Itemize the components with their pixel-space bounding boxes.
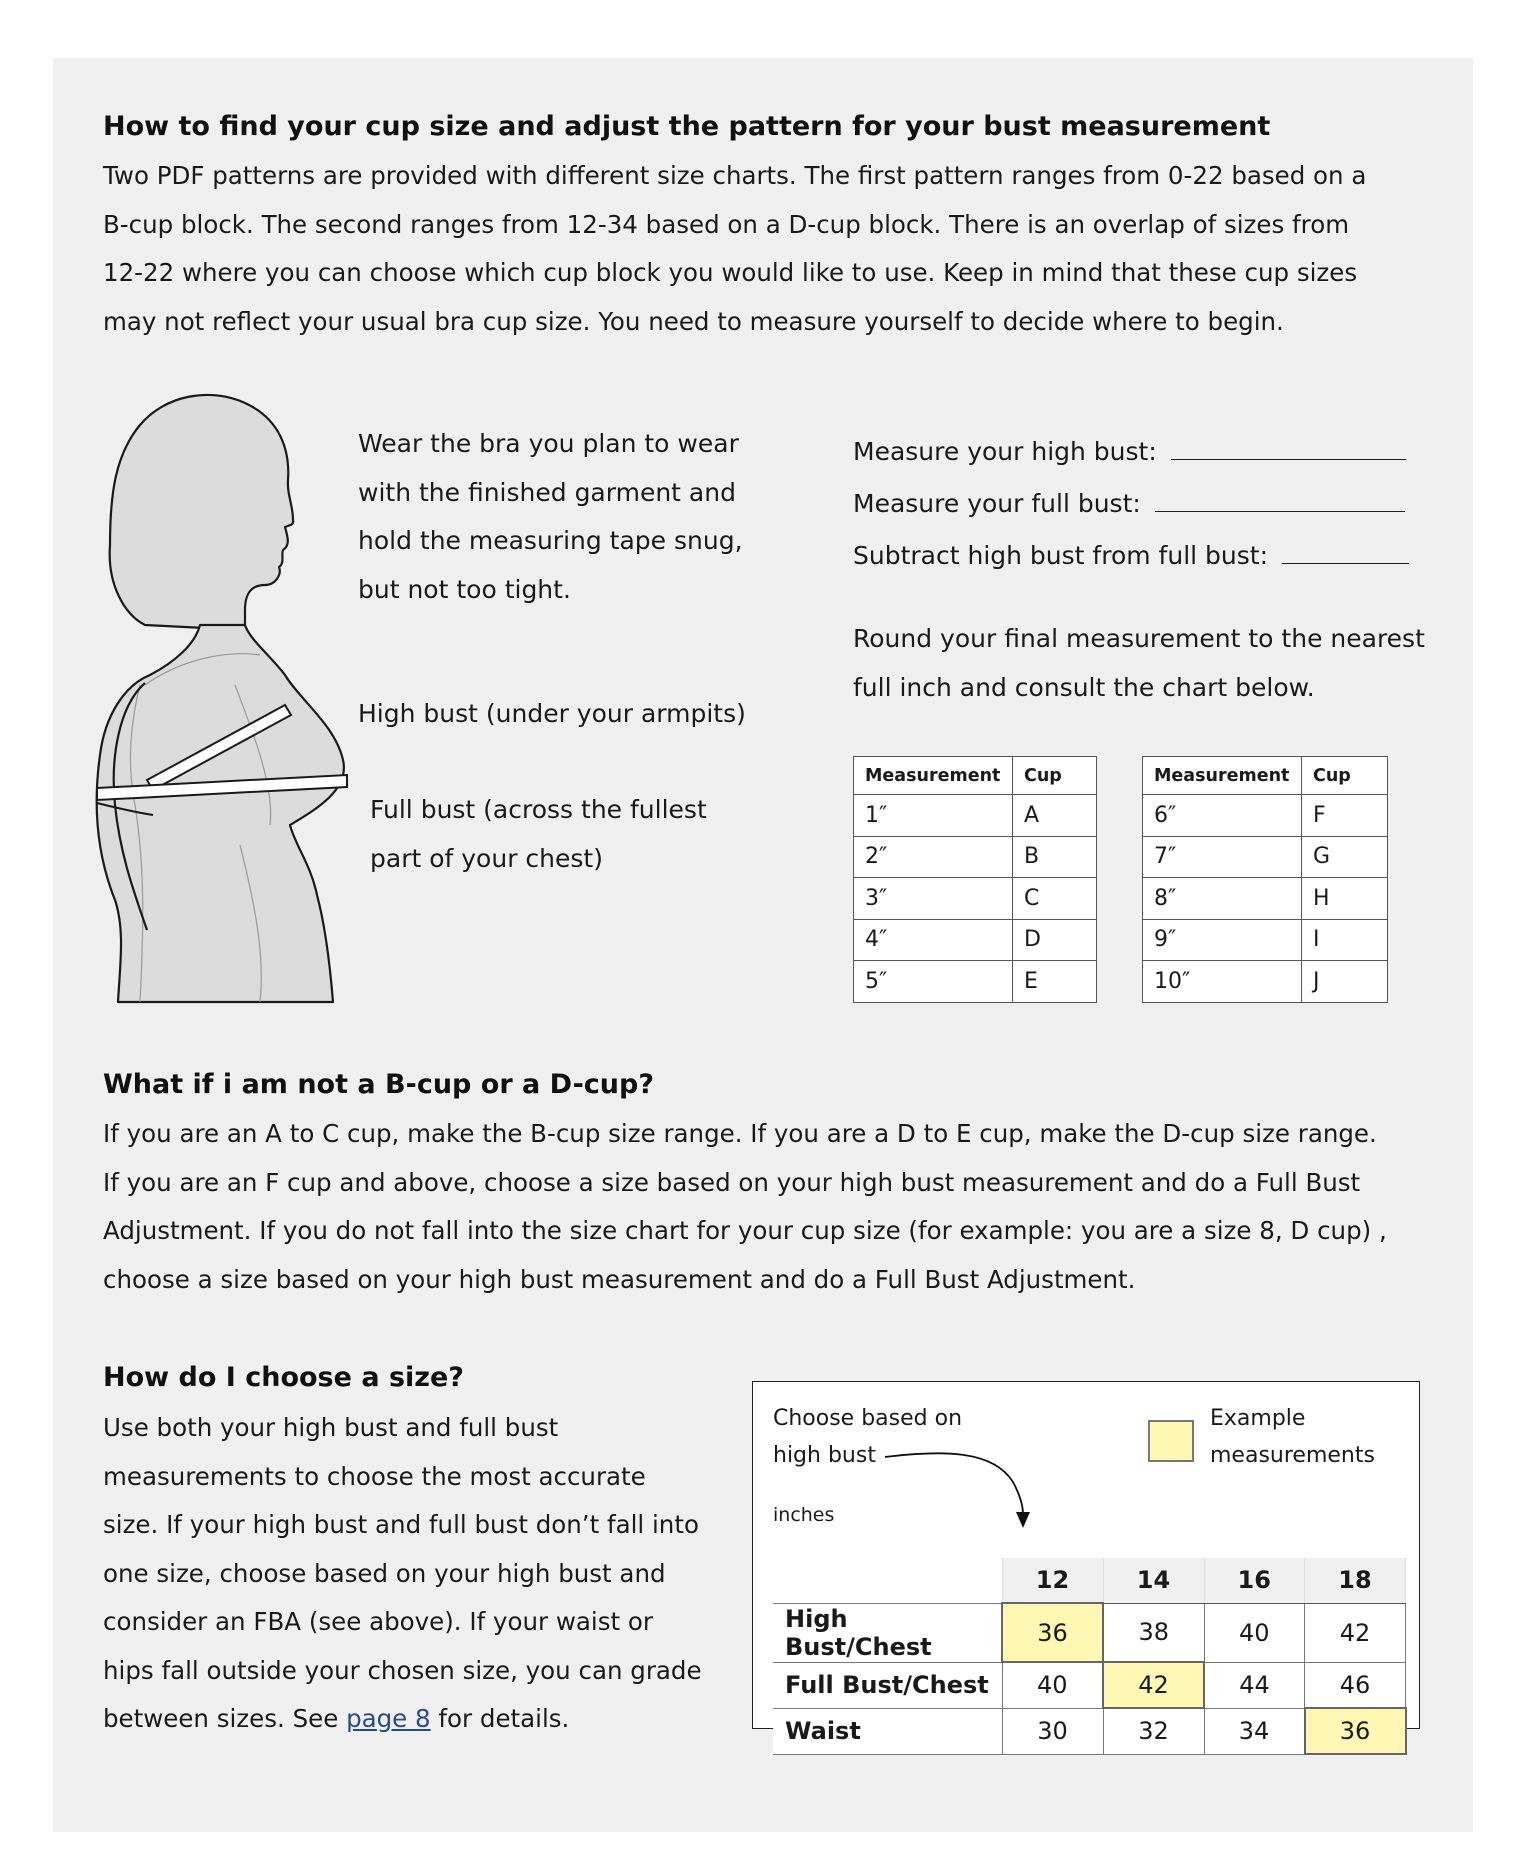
instruction-line: hold the measuring tape snug, (358, 526, 743, 555)
full-bust-prompt: Measure your full bust: (853, 489, 1141, 518)
high-bust-prompt: Measure your high bust: (853, 437, 1157, 466)
corner-cell (773, 1558, 1002, 1603)
size-header: 12 (1002, 1558, 1103, 1603)
table-row (773, 1603, 1406, 1662)
instruction-line: but not too tight. (358, 574, 571, 604)
choose-line: measurements to choose the most accurate (103, 1461, 646, 1491)
cup-table-right (1142, 756, 1388, 1003)
cup-header: Cup (1302, 757, 1388, 795)
measurement-cell: 1″ (854, 795, 1013, 837)
size-header: 14 (1103, 1558, 1204, 1603)
table-row (854, 836, 1097, 878)
table-row (1143, 836, 1388, 878)
round-line: Round your final measurement to the nearest (853, 624, 1425, 653)
details-prefix: between sizes. See (103, 1704, 347, 1733)
choose-line: size. If your high bust and full bust don’t fall into (103, 1510, 699, 1539)
advice-line: If you are an F cup and above, choose a size based on your high bust measurement and do a Full Bust (103, 1167, 1361, 1197)
size-chart-box (752, 1381, 1420, 1746)
measurement-cell: 2″ (854, 836, 1013, 878)
section-heading-not-b-or-d: What if i am not a B-cup or a D-cup? (103, 1069, 654, 1100)
cup-cell: J (1302, 961, 1388, 1003)
intro-line: Two PDF patterns are provided with different size charts. The first pattern ranges from 0-22 based on a (103, 161, 1367, 190)
full-bust-label (370, 786, 707, 883)
choose-line: consider an FBA (see above). If your waist or (103, 1607, 653, 1636)
choose-line: hips fall outside your chosen size, you can grade (103, 1655, 702, 1685)
intro-line: may not reflect your usual bra cup size. You need to measure yourself to decide where to begin. (103, 306, 1284, 336)
table-row (1143, 878, 1388, 920)
value-cell: 40 (1002, 1662, 1103, 1708)
table-row (1143, 919, 1388, 961)
value-cell: 38 (1103, 1603, 1204, 1662)
cup-cell: I (1302, 919, 1388, 961)
value-cell: 36 (1002, 1603, 1103, 1662)
measurement-header: Measurement (1143, 757, 1302, 795)
full-bust-row (853, 478, 1409, 530)
advice-line: choose a size based on your high bust measurement and do a Full Bust Adjustment. (103, 1264, 1136, 1294)
instruction-line: Wear the bra you plan to wear (358, 429, 739, 458)
high-bust-blank (1171, 459, 1406, 460)
high-bust-label: High bust (under your armpits) (358, 699, 746, 728)
choose-size-paragraph (103, 1404, 743, 1744)
legend-line: Example (1210, 1406, 1306, 1431)
table-row (773, 1708, 1406, 1754)
subtract-blank (1282, 563, 1409, 564)
measurement-header: Measurement (854, 757, 1013, 795)
measurement-cell: 3″ (854, 878, 1013, 920)
cup-table-left (853, 756, 1097, 1003)
legend-line: measurements (1210, 1443, 1375, 1468)
table-row (854, 795, 1097, 837)
measurement-cell: 5″ (854, 961, 1013, 1003)
value-cell: 42 (1305, 1603, 1406, 1662)
cup-cell: A (1013, 795, 1097, 837)
value-cell: 34 (1204, 1708, 1305, 1754)
table-row (1143, 795, 1388, 837)
choose-line: high bust (773, 1443, 876, 1468)
full-bust-blank (1155, 511, 1405, 512)
cup-cell: G (1302, 836, 1388, 878)
intro-line: 12-22 where you can choose which cup block you would like to use. Keep in mind that these cup sizes (103, 258, 1358, 287)
section-heading-choose-size: How do I choose a size? (103, 1362, 464, 1393)
measurement-cell: 9″ (1143, 919, 1302, 961)
subtract-row (853, 530, 1409, 582)
cup-advice-paragraph (103, 1110, 1483, 1304)
measurement-cell: 4″ (854, 919, 1013, 961)
size-header: 16 (1204, 1558, 1305, 1603)
measurement-cell: 7″ (1143, 836, 1302, 878)
instruction-line: with the finished garment and (358, 477, 736, 507)
cup-cell: D (1013, 919, 1097, 961)
cup-cell: H (1302, 878, 1388, 920)
bra-instruction-text (358, 420, 743, 614)
advice-line: Adjustment. If you do not fall into the size chart for your cup size (for example: you are a size 8, D cup) , (103, 1216, 1387, 1245)
table-row (854, 961, 1097, 1003)
section-heading-cup-size: How to find your cup size and adjust the pattern for your bust measurement (103, 111, 1271, 142)
measurement-cell: 6″ (1143, 795, 1302, 837)
cup-cell: B (1013, 836, 1097, 878)
table-row (1143, 961, 1388, 1003)
row-label: Full Bust/Chest (773, 1662, 1002, 1708)
size-table (773, 1558, 1407, 1755)
legend-swatch (1148, 1420, 1194, 1462)
round-line: full inch and consult the chart below. (853, 672, 1315, 702)
full-bust-line: Full bust (across the fullest (370, 795, 707, 824)
choose-line: Use both your high bust and full bust (103, 1413, 559, 1442)
arrow-icon (883, 1442, 1033, 1532)
high-bust-row (853, 426, 1409, 478)
row-label: High Bust/Chest (773, 1603, 1002, 1662)
value-cell: 36 (1305, 1708, 1406, 1754)
cup-header: Cup (1013, 757, 1097, 795)
choose-line: Choose based on (773, 1406, 963, 1431)
size-header: 18 (1305, 1558, 1406, 1603)
page-8-link[interactable]: page 8 (346, 1704, 431, 1733)
full-bust-line: part of your chest) (370, 843, 603, 873)
value-cell: 30 (1002, 1708, 1103, 1754)
round-instruction (853, 615, 1425, 712)
intro-line: B-cup block. The second ranges from 12-34 based on a D-cup block. There is an overlap of sizes from (103, 209, 1350, 239)
measurement-cell: 8″ (1143, 878, 1302, 920)
subtract-prompt: Subtract high bust from full bust: (853, 541, 1268, 570)
legend-label (1210, 1400, 1375, 1474)
cup-cell: E (1013, 961, 1097, 1003)
table-row (854, 919, 1097, 961)
cup-cell: F (1302, 795, 1388, 837)
cup-cell: C (1013, 878, 1097, 920)
measurement-cell: 10″ (1143, 961, 1302, 1003)
value-cell: 42 (1103, 1662, 1204, 1708)
units-label: inches (773, 1504, 835, 1526)
choose-line: one size, choose based on your high bust and (103, 1558, 666, 1588)
table-row (773, 1662, 1406, 1708)
measurement-worksheet (853, 426, 1409, 582)
details-suffix: for details. (430, 1704, 570, 1733)
value-cell: 44 (1204, 1662, 1305, 1708)
intro-paragraph (103, 152, 1463, 346)
table-row (854, 878, 1097, 920)
value-cell: 32 (1103, 1708, 1204, 1754)
value-cell: 46 (1305, 1662, 1406, 1708)
value-cell: 40 (1204, 1603, 1305, 1662)
advice-line: If you are an A to C cup, make the B-cup size range. If you are a D to E cup, make the D-cup size range. (103, 1119, 1377, 1148)
row-label: Waist (773, 1708, 1002, 1754)
bust-measurement-figure (85, 385, 355, 1005)
choose-line-last (103, 1695, 743, 1744)
